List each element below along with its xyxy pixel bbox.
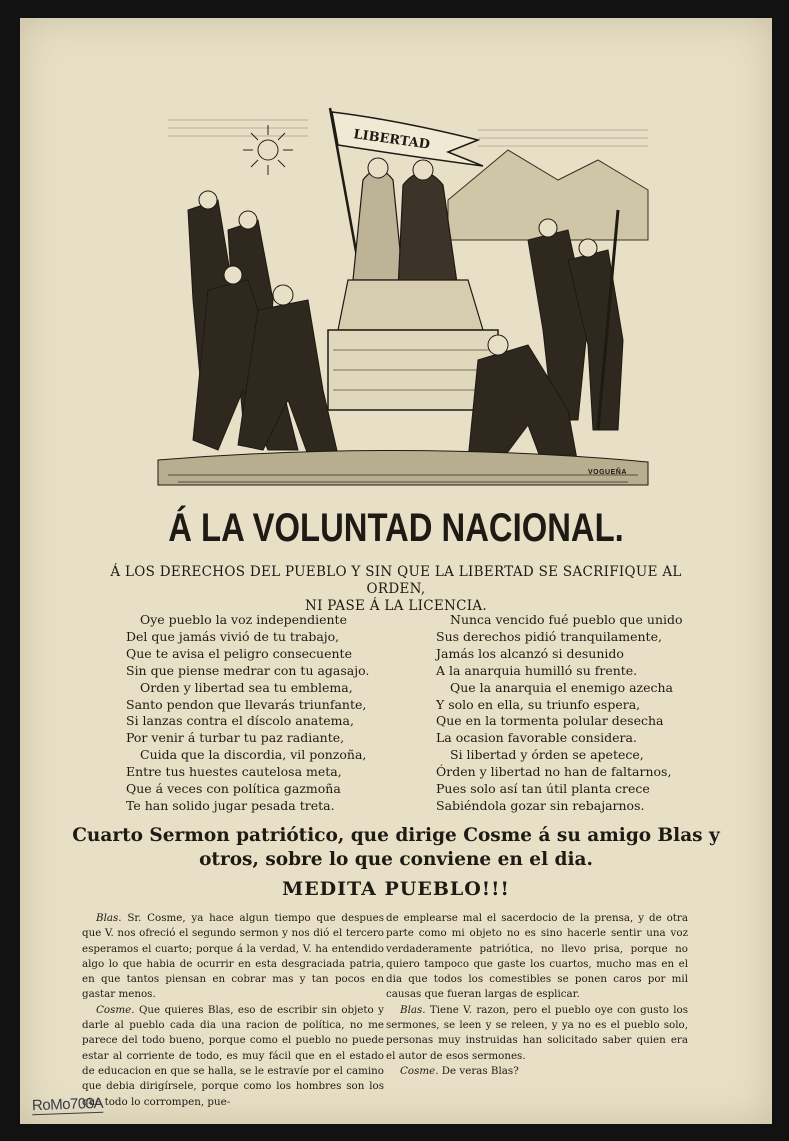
poem-line: Orden y libertad sea tu emblema,: [140, 679, 353, 695]
poem-line: Jamás los alcanzó si desunido: [436, 645, 624, 661]
page-title: Á LA VOLUNTAD NACIONAL.: [168, 506, 624, 550]
poem-line: Si lanzas contra el díscolo anatema,: [126, 713, 354, 729]
speaker-name: Cosme.: [400, 1064, 439, 1077]
dialogue-text: Tiene V. razon, pero el pueblo oye con gusto los sermones, se leen y se releen, y ya no es el pueblo solo, personas muy instruidas han solicitado saber quien era el autor de esos sermones.: [386, 1003, 689, 1062]
sermon-heading-line: Cuarto Sermon patriótico, que dirige Cosme á su amigo Blas y: [72, 825, 720, 846]
poem-line: Entre tus huestes cautelosa meta,: [126, 764, 342, 780]
sermon-heading: [50, 824, 742, 872]
poem-line: Santo pendon que llevarás triunfante,: [126, 696, 367, 712]
sermon-heading-line: otros, sobre lo que conviene en el dia.: [199, 849, 593, 870]
poem-line: Órden y libertad no han de faltarnos,: [436, 764, 672, 780]
subtitle-line: NI PASE Á LA LICENCIA.: [304, 598, 488, 614]
poem-left-column: [126, 612, 369, 815]
dialogue-paragraph: [82, 911, 384, 1003]
poem-line: Te han solido jugar pesada treta.: [126, 797, 335, 813]
poem-line: Que en la tormenta polular desecha: [436, 713, 664, 729]
speaker-name: Blas.: [400, 1003, 426, 1016]
subtitle-line: Á LOS DERECHOS DEL PUEBLO Y SIN QUE LA LIBERTAD SE SACRIFIQUE AL ORDEN,: [110, 564, 682, 597]
speaker-name: Blas.: [96, 912, 122, 924]
dialogue-text: Que quieres Blas, eso de escribir sin objeto y darle al pueblo cada dia una racion de política, no me parece del todo bueno, porque como el pueblo no puede estar al corriente de todo, es muy fácil que en el estado de educacion en que se halla, se le estravíe por el camino que debia dirigírsele, porque como los hombres son los que todo lo corrompen, pue-: [82, 1003, 385, 1108]
poem-line: Pues solo así tan útil planta crece: [436, 781, 650, 797]
dialogue-text: Sr. Cosme, ya hace algun tiempo que despues que V. nos ofreció el segundo sermon y nos dió el tercero esperamos el cuarto; porque á la verdad, V. ha entendido algo lo que habia de ocurrir en esta desgraciada patria, en que tantos piensan en cobrar mas y tan pocos en gastar menos.: [82, 912, 384, 1001]
poem-right-column: [436, 612, 683, 815]
poem-line: Y solo en ella, su triunfo espera,: [436, 696, 641, 712]
broadsheet-page: [20, 18, 772, 1124]
prose-right-column: [386, 911, 688, 1079]
poem-line: Sus derechos pidió tranquilamente,: [436, 628, 662, 644]
banner-label: LIBERTAD: [352, 127, 431, 153]
poem-line: Cuida que la discordia, vil ponzoña,: [140, 747, 367, 763]
engraving-illustration: [148, 90, 660, 495]
poem-line: La ocasion favorable considera.: [436, 730, 637, 746]
poem-line: Que la anarquia el enemigo azecha: [450, 679, 674, 695]
poem-line: Sin que piense medrar con tu agasajo.: [126, 662, 370, 678]
sun-icon: [243, 125, 293, 175]
catalog-mark: RoMo703A: [31, 1094, 104, 1115]
poem-line: Oye pueblo la voz independiente: [140, 612, 347, 627]
poem-line: Que á veces con política gazmoña: [126, 781, 341, 797]
dialogue-paragraph: [386, 1064, 688, 1079]
poem-line: Sabiéndola gozar sin rebajarnos.: [436, 797, 645, 813]
poem-line: Que te avisa el peligro consecuente: [126, 645, 352, 661]
prose-left-column: [82, 911, 384, 1110]
poem-line: Del que jamás vivió de tu trabajo,: [126, 628, 340, 644]
speaker-name: Cosme.: [96, 1003, 135, 1016]
dialogue-paragraph: [82, 1003, 384, 1110]
liberty-scene-icon: [148, 90, 660, 495]
dialogue-paragraph: [386, 911, 688, 1003]
poem-line: Si libertad y órden se apetece,: [450, 747, 644, 763]
dialogue-text: De veras Blas?: [441, 1064, 519, 1077]
subtitle: [80, 564, 712, 615]
engraver-signature: VOGUEÑA: [588, 469, 627, 476]
call-out-heading: MEDITA PUEBLO!!!: [282, 878, 510, 900]
poem-line: Nunca vencido fué pueblo que unido: [450, 612, 683, 627]
poem-line: A la anarquia humilló su frente.: [436, 662, 638, 678]
dialogue-text: de emplearse mal el sacerdocio de la prensa, y de otra parte como mi objeto no es sino hacerle sentir una voz verdaderamente patriótica, no llevo prisa, porque no quiero tampoco que gaste los cuartos, mucho mas en el dia que todos los comestibles se ponen caros por mil causas que fueran largas de esplicar.: [386, 912, 688, 1001]
dialogue-paragraph: [386, 1003, 688, 1064]
poem-line: Por venir á turbar tu paz radiante,: [126, 730, 345, 746]
